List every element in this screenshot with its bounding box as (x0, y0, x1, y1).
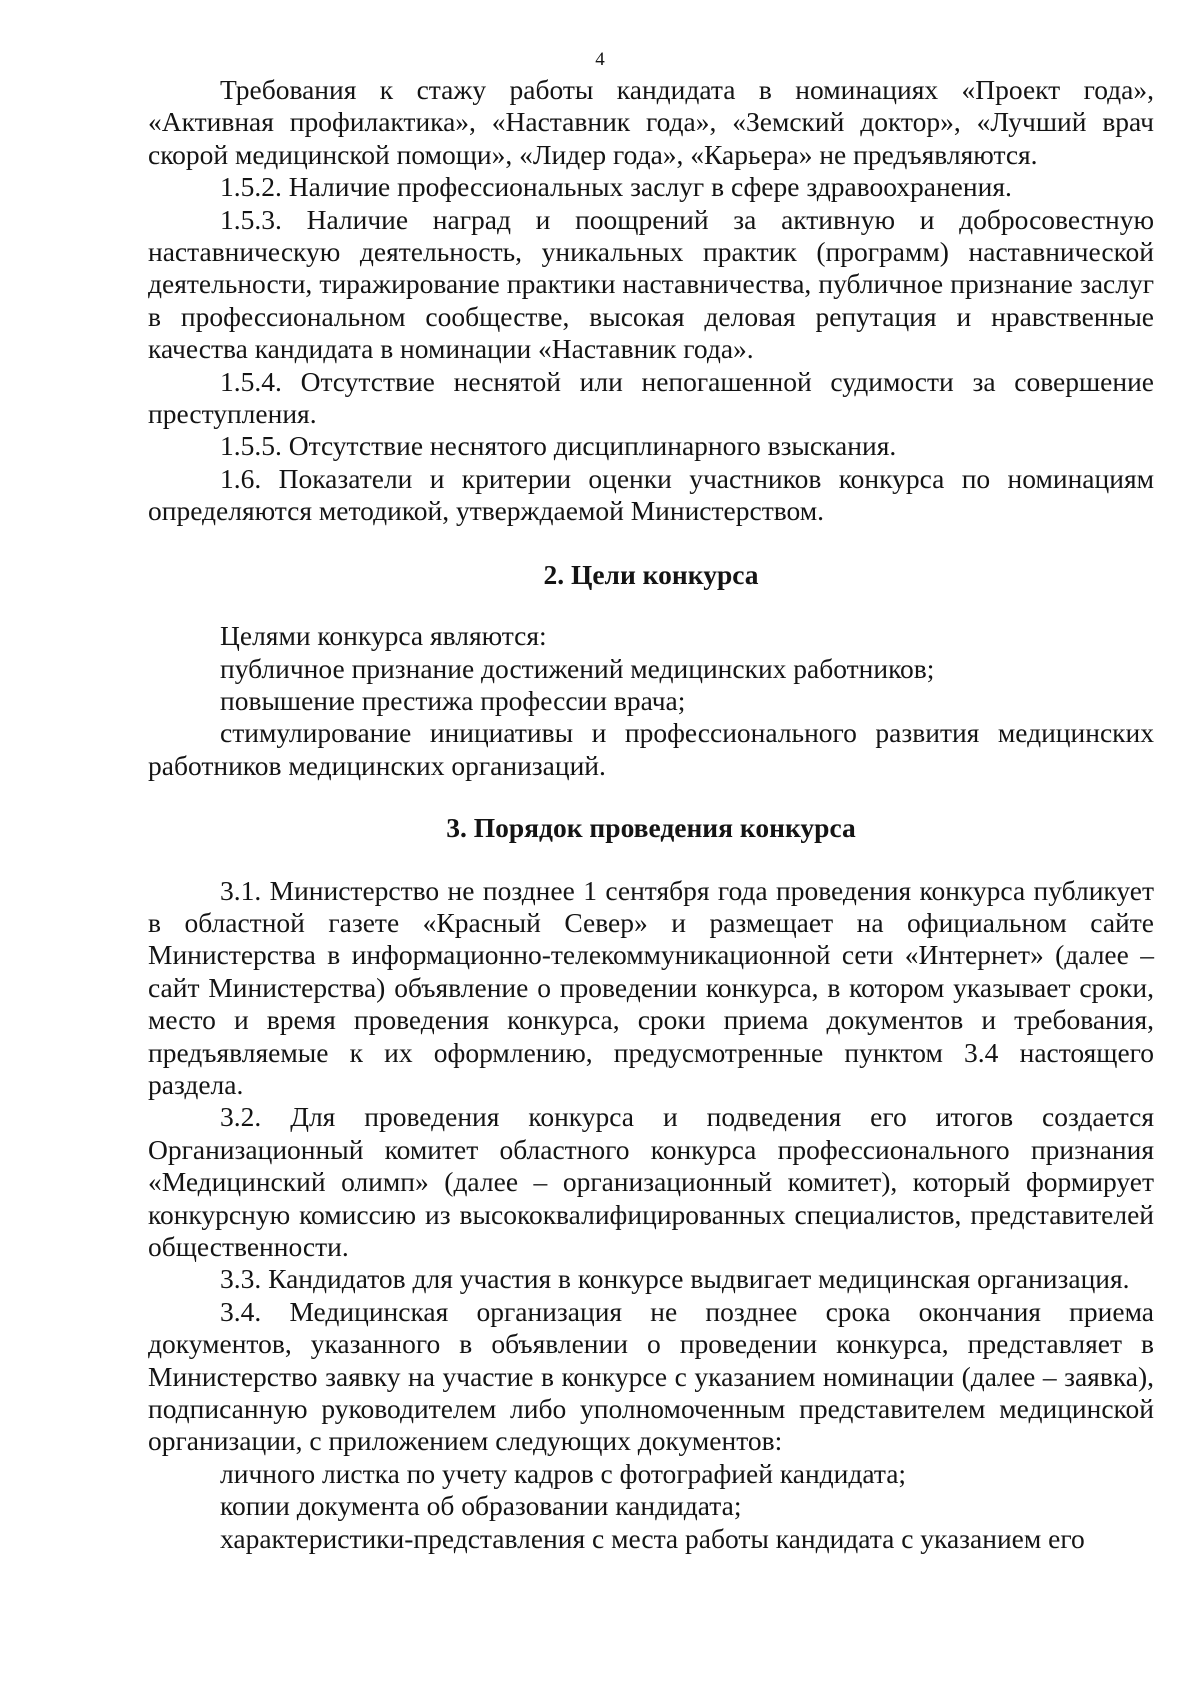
paragraph-goal-prestige: повышение престижа профессии врача; (220, 684, 686, 716)
paragraph-doc-education-copy: копии документа об образовании кандидата; (220, 1490, 742, 1522)
paragraph-goal-initiative: стимулирование инициативы и профессионального развития медицинских работников медицинских организаций. (148, 717, 1154, 781)
paragraph-3-4: 3.4. Медицинская организация не позднее срока окончания приема документов, указанного в объявлении о проведении конкурса, представляет в Министерство заявку на участие в конкурсе с указанием номинации (далее – заявка), подписанную руководителем либо уполномоченным представителем медицинской организации, с приложением следующих документов: (148, 1295, 1154, 1457)
paragraph-1-5-4: 1.5.4. Отсутствие неснятой или непогашенной судимости за совершение преступления. (148, 365, 1154, 430)
section-2-heading: 2. Цели конкурса (543, 558, 759, 590)
paragraph-3-2: 3.2. Для проведения конкурса и подведения его итогов создается Организационный комитет областного конкурса профессионального признания «Медицинский олимп» (далее – организационный комитет), который формирует конкурсную комиссию из высококвалифицированных специалистов, представителей общественности. (148, 1101, 1154, 1262)
paragraph-experience-requirements: Требования к стажу работы кандидата в номинациях «Проект года», «Активная профилактика», «Наставник года», «Земский доктор», «Лучший врач скорой медицинской помощи», «Лидер года», «Карьера» не предъявляются. (148, 74, 1154, 170)
paragraph-1-5-5: 1.5.5. Отсутствие неснятого дисциплинарного взыскания. (220, 430, 897, 462)
paragraph-3-1: 3.1. Министерство не позднее 1 сентября года проведения конкурса публикует в областной газете «Красный Север» и размещает на официальном сайте Министерства в информационно-телекоммуникационной сети «Интернет» (далее – сайт Министерства) объявление о проведении конкурса, в котором указывает сроки, место и время проведения конкурса, сроки приема документов и требования, предъявляемые к их оформлению, предусмотренные пунктом 3.4 настоящего раздела. (148, 874, 1154, 1100)
paragraph-goal-recognition: публичное признание достижений медицинских работников; (220, 652, 935, 684)
page-number: 4 (595, 49, 605, 70)
document-body (148, 74, 1154, 1555)
paragraph-doc-personnel-sheet: личного листка по учету кадров с фотографией кандидата; (220, 1457, 907, 1489)
paragraph-doc-characteristics: характеристики-представления с места работы кандидата с указанием его (220, 1522, 1085, 1554)
paragraph-1-6: 1.6. Показатели и критерии оценки участников конкурса по номинациям определяются методикой, утверждаемой Министерством. (148, 462, 1154, 527)
paragraph-3-3: 3.3. Кандидатов для участия в конкурсе выдвигает медицинская организация. (220, 1263, 1130, 1295)
paragraph-1-5-3: 1.5.3. Наличие наград и поощрений за активную и добросовестную наставническую деятельность, уникальных практик (программ) наставнической деятельности, тиражирование практики наставничества, публичное признание заслуг в профессиональном сообществе, высокая деловая репутация и нравственные качества кандидата в номинации «Наставник года». (148, 203, 1154, 365)
paragraph-1-5-2: 1.5.2. Наличие профессиональных заслуг в сфере здравоохранения. (220, 171, 1012, 203)
paragraph-goals-intro: Целями конкурса являются: (220, 620, 547, 652)
section-3-heading: 3. Порядок проведения конкурса (446, 812, 856, 844)
